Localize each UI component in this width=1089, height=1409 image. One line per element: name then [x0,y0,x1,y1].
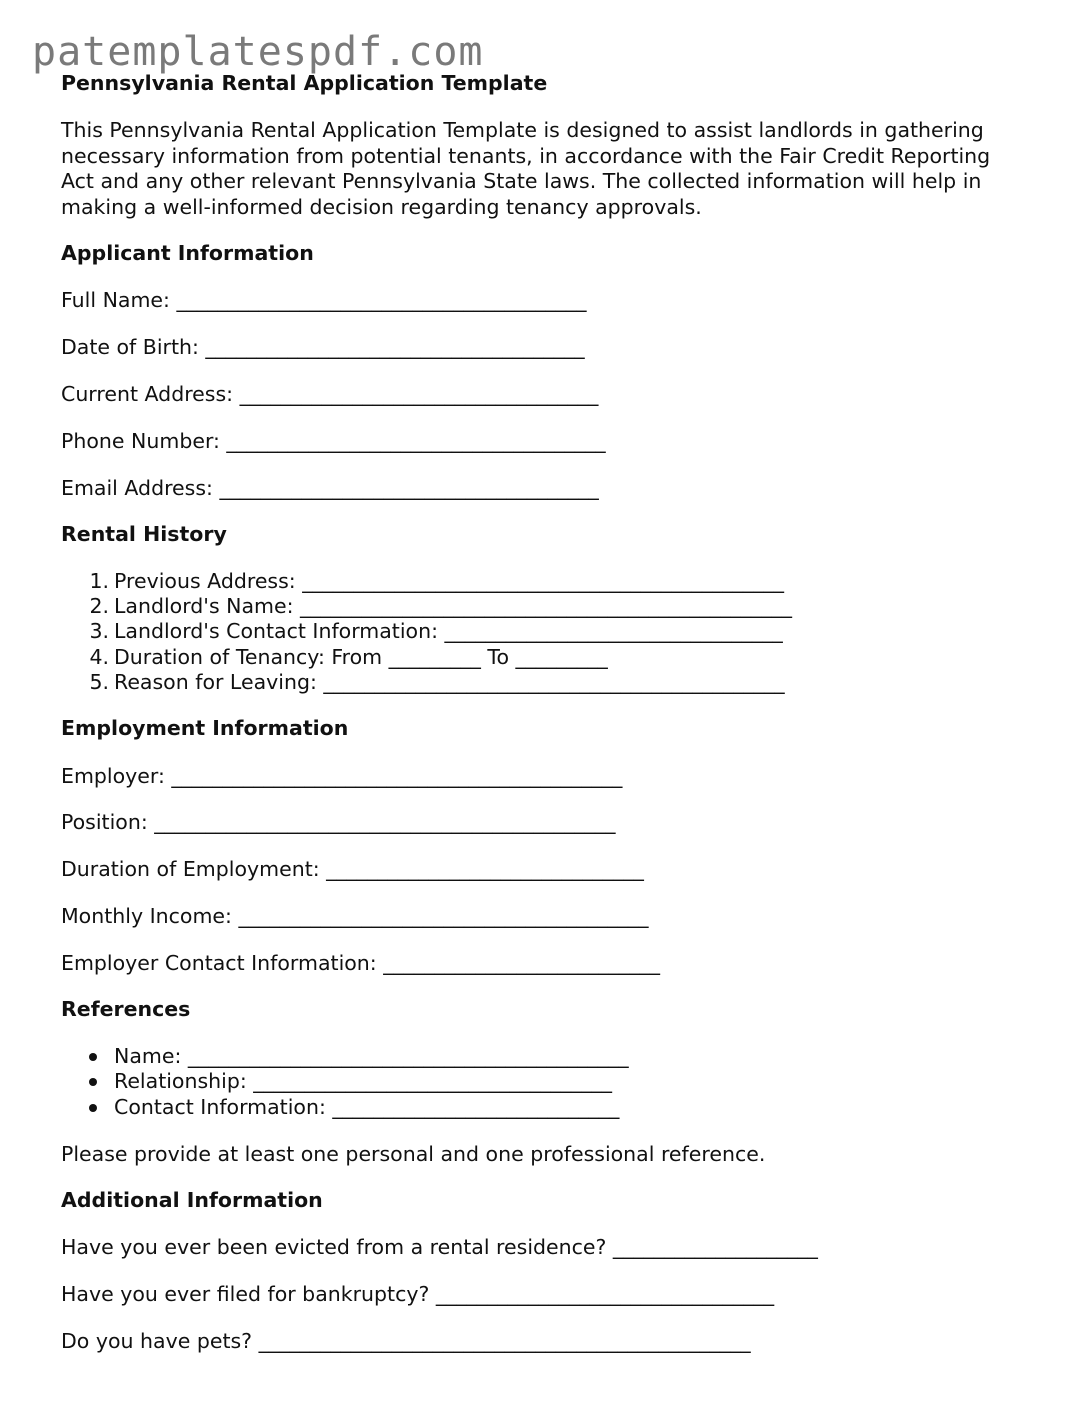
full-name-field[interactable]: Full Name: ________________________________________ [61,288,587,312]
landlord-contact-field[interactable]: Landlord's Contact Information: _________________________________ [114,619,783,643]
reference-name-field[interactable]: Name: ___________________________________________ [114,1044,629,1068]
employment-heading: Employment Information [61,716,349,740]
reason-for-leaving-field[interactable]: Reason for Leaving: _____________________________________________ [114,670,785,694]
rental-history-heading: Rental History [61,522,227,546]
employer-field[interactable]: Employer: ____________________________________________ [61,764,623,788]
list-number: 5. [89,670,109,694]
bullet-icon [89,1104,97,1112]
employer-contact-field[interactable]: Employer Contact Information: ___________________________ [61,951,660,975]
list-number: 1. [89,569,109,593]
email-address-field[interactable]: Email Address: _____________________________________ [61,476,599,500]
landlord-name-field[interactable]: Landlord's Name: ________________________________________________ [114,594,793,618]
intro-line: necessary information from potential tenants, in accordance with the Fair Credit Reporting [61,143,991,168]
evicted-question-field[interactable]: Have you ever been evicted from a rental residence? ____________________ [61,1235,818,1259]
intro-line: This Pennsylvania Rental Application Template is designed to assist landlords in gathering [61,118,984,142]
employment-duration-field[interactable]: Duration of Employment: _______________________________ [61,857,644,881]
intro-line: Act and any other relevant Pennsylvania State laws. The collected information will help in [61,169,982,193]
date-of-birth-field[interactable]: Date of Birth: _____________________________________ [61,335,585,359]
references-heading: References [61,997,191,1021]
monthly-income-field[interactable]: Monthly Income: ________________________________________ [61,904,649,928]
bankruptcy-question-field[interactable]: Have you ever filed for bankruptcy? _________________________________ [61,1282,775,1306]
applicant-heading: Applicant Information [61,241,314,265]
list-number: 3. [89,619,109,643]
intro-line: making a well-informed decision regarding tenancy approvals. [61,194,702,219]
phone-number-field[interactable]: Phone Number: _____________________________________ [61,429,606,453]
bullet-icon [89,1078,97,1086]
tenancy-duration-field[interactable]: Duration of Tenancy: From _________ To _________ [114,645,608,669]
watermark: patemplatespdf.com [32,29,484,75]
intro-paragraph [61,118,1051,220]
document-title: Pennsylvania Rental Application Template [61,71,548,95]
list-number: 4. [89,645,109,669]
reference-relationship-field[interactable]: Relationship: ___________________________________ [114,1069,613,1093]
previous-address-field[interactable]: Previous Address: _______________________________________________ [114,569,784,593]
pets-question-field[interactable]: Do you have pets? ________________________________________________ [61,1329,751,1353]
reference-contact-field[interactable]: Contact Information: ____________________________ [114,1095,620,1119]
position-field[interactable]: Position: _____________________________________________ [61,810,616,834]
references-note: Please provide at least one personal and one professional reference. [61,1142,766,1166]
bullet-icon [89,1053,97,1061]
additional-heading: Additional Information [61,1188,323,1212]
current-address-field[interactable]: Current Address: ___________________________________ [61,382,599,406]
list-number: 2. [89,594,109,618]
